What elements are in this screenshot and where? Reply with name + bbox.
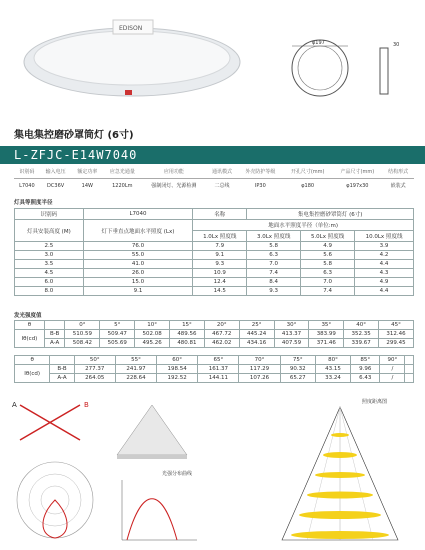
cell: 43.15 [315,365,350,374]
beam-and-curve-diagram [102,395,202,545]
cell: 480.81 [170,339,205,348]
cell: 6.43 [351,374,380,383]
cell: 75° [280,356,315,365]
cell: 3.0Lx 照度线 [247,231,301,242]
intensity-table-1 [14,320,414,348]
cell: 12.4 [193,278,247,287]
spec-value: 1220Lm [112,182,133,189]
cell: 15° [170,321,205,330]
cell: 地面水平照度半径（单位:m) [193,220,414,231]
iso-illuminance-cone [262,395,417,545]
cell: 45° [379,321,414,330]
cell: 413.37 [274,330,309,339]
cell: 40° [344,321,379,330]
cell: 灯下垂直点地面水平照度 (Lx) [83,220,193,242]
spec-value: 强制闭灯、光源检测 [151,183,197,189]
cell: ∕ [380,365,405,374]
spec-header-row [14,165,414,179]
cell: 161.37 [198,365,239,374]
cell: 10° [135,321,170,330]
cell: 9.1 [83,287,193,296]
cell: 9.96 [351,365,380,374]
spec-header: 开孔尺寸(mm) [283,165,333,179]
cell: 35° [309,321,344,330]
illuminance-table [14,208,414,296]
cell: 4.9 [301,242,355,251]
cell: 4.4 [355,260,414,269]
cell: 9.3 [247,287,301,296]
cell: 8.4 [247,278,301,287]
cell: 510.59 [65,330,100,339]
cell: 60° [157,356,198,365]
cell: 383.99 [309,330,344,339]
cell: 489.56 [170,330,205,339]
cell: 5.0Lx 照度线 [301,231,355,242]
spec-value-row [14,179,414,193]
cell: 198.54 [157,365,198,374]
cell: 144.11 [198,374,239,383]
cell: 15.0 [83,278,193,287]
cell: 3.9 [355,242,414,251]
cell: 4.3 [355,269,414,278]
cell: 30° [274,321,309,330]
direction-and-polar-diagram [10,395,100,545]
spec-table [14,165,414,192]
cell: 5.6 [301,251,355,260]
cell: Iθ(cd) [15,330,45,348]
label-b: B [84,401,89,409]
spec-header: 应用功能 [141,165,206,179]
cell: 495.26 [135,339,170,348]
cell: A-A [50,374,74,383]
cell: B-B [50,365,74,374]
spec-value: L7040 [19,182,35,189]
cell: 371.46 [309,339,344,348]
cell: 339.67 [344,339,379,348]
cell: 85° [351,356,380,365]
iso-label: 照度距离图 [362,399,388,405]
cell: 65° [198,356,239,365]
cell: 299.45 [379,339,414,348]
spec-value: φ180 [301,182,315,189]
spec-header: 产品尺寸(mm) [333,165,383,179]
spec-value: φ197x30 [346,182,369,189]
cell: 33.24 [315,374,350,383]
cell: 10.9 [193,269,247,278]
cell: 90.32 [280,365,315,374]
cell: 2.5 [15,242,84,251]
spec-value: IP30 [254,182,266,189]
cell: 7.9 [193,242,247,251]
cell: 25° [239,321,274,330]
cell: 192.52 [157,374,198,383]
product-photo [15,10,245,98]
cell: 5.8 [301,260,355,269]
dimension-drawings [265,38,415,108]
cell: 117.29 [239,365,280,374]
intensity-table-2 [14,355,414,383]
cell: 462.02 [204,339,239,348]
cell: 9.3 [193,260,247,269]
cell: 7.0 [301,278,355,287]
cell: 6.0 [15,278,84,287]
spec-header: 通讯模式 [206,165,238,179]
cell: 1.0Lx 照度线 [193,231,247,242]
cell: 509.47 [100,330,135,339]
cell: 70° [239,356,280,365]
cell: 14.5 [193,287,247,296]
cell: 3.0 [15,251,84,260]
cell: 55° [115,356,156,365]
dist-curve-label: 光强分布曲线 [162,471,193,477]
cell: 241.97 [115,365,156,374]
cell: B-B [44,330,65,339]
cell: ∕ [380,374,405,383]
spec-value: 14W [81,182,93,189]
cell: 7.4 [301,287,355,296]
cell: 6.3 [247,251,301,260]
cell: 4.5 [15,269,84,278]
cell: 灯具安装高度 (M) [15,220,84,242]
diameter-label: φ197 [312,40,325,46]
spec-value: DC36V [47,182,65,189]
spec-header: 额定功率 [71,165,103,179]
label-a: A [12,401,17,409]
cell: 识别码 [15,209,84,220]
spec-header: 输入电压 [40,165,72,179]
brand-logo: EDISON [119,25,143,32]
cell: 7.4 [247,269,301,278]
cell: 352.35 [344,330,379,339]
cell: 107.26 [239,374,280,383]
cell: 41.0 [83,260,193,269]
cell: 55.0 [83,251,193,260]
cell: 434.16 [239,339,274,348]
cell: 3.5 [15,260,84,269]
cell: 467.72 [204,330,239,339]
cell: 277.37 [74,365,115,374]
spec-header: 识别码 [14,165,40,179]
cell: 228.64 [115,374,156,383]
cell: 407.59 [274,339,309,348]
spec-header: 结构形式 [382,165,414,179]
spec-value: 嵌装式 [390,183,406,189]
cell: Iθ(cd) [15,365,50,383]
cell: 4.4 [355,287,414,296]
cell: θ [15,356,50,365]
cell: 26.0 [83,269,193,278]
cell: 50° [74,356,115,365]
cell: 505.69 [100,339,135,348]
spec-value: 二总线 [214,183,230,189]
intensity-section-title: 发光强度值 [14,313,42,319]
model-banner: L-ZFJC-E14W7040 [0,146,425,164]
cell: 8.0 [15,287,84,296]
cell: 502.08 [135,330,170,339]
cell: 445.24 [239,330,274,339]
spec-header: 外壳防护等级 [238,165,283,179]
page-title: 集电集控磨砂罩筒灯 (6寸) [14,130,134,141]
cell: 76.0 [83,242,193,251]
cell: 集电集控磨砂罩筒灯 (6寸) [247,209,414,220]
cell: 508.42 [65,339,100,348]
cell: 90° [380,356,405,365]
cell: 10.0Lx 照度线 [355,231,414,242]
cell: 0° [65,321,100,330]
cell: L7040 [83,209,193,220]
cell: 20° [204,321,239,330]
cell: 5° [100,321,135,330]
cell: θ [15,321,45,330]
cell: 7.0 [247,260,301,269]
cell: 4.9 [355,278,414,287]
cell: 6.3 [301,269,355,278]
height-label: 30 [393,42,400,48]
cell: 4.2 [355,251,414,260]
cell: 名称 [193,209,247,220]
cell: 65.27 [280,374,315,383]
cell: 312.46 [379,330,414,339]
cell: 264.05 [74,374,115,383]
cell: 80° [315,356,350,365]
spec-header: 应急光通量 [103,165,141,179]
cell: 9.1 [193,251,247,260]
cell: 5.8 [247,242,301,251]
cell: A-A [44,339,65,348]
illum-section-title: 灯具等照度半径 [14,200,53,206]
